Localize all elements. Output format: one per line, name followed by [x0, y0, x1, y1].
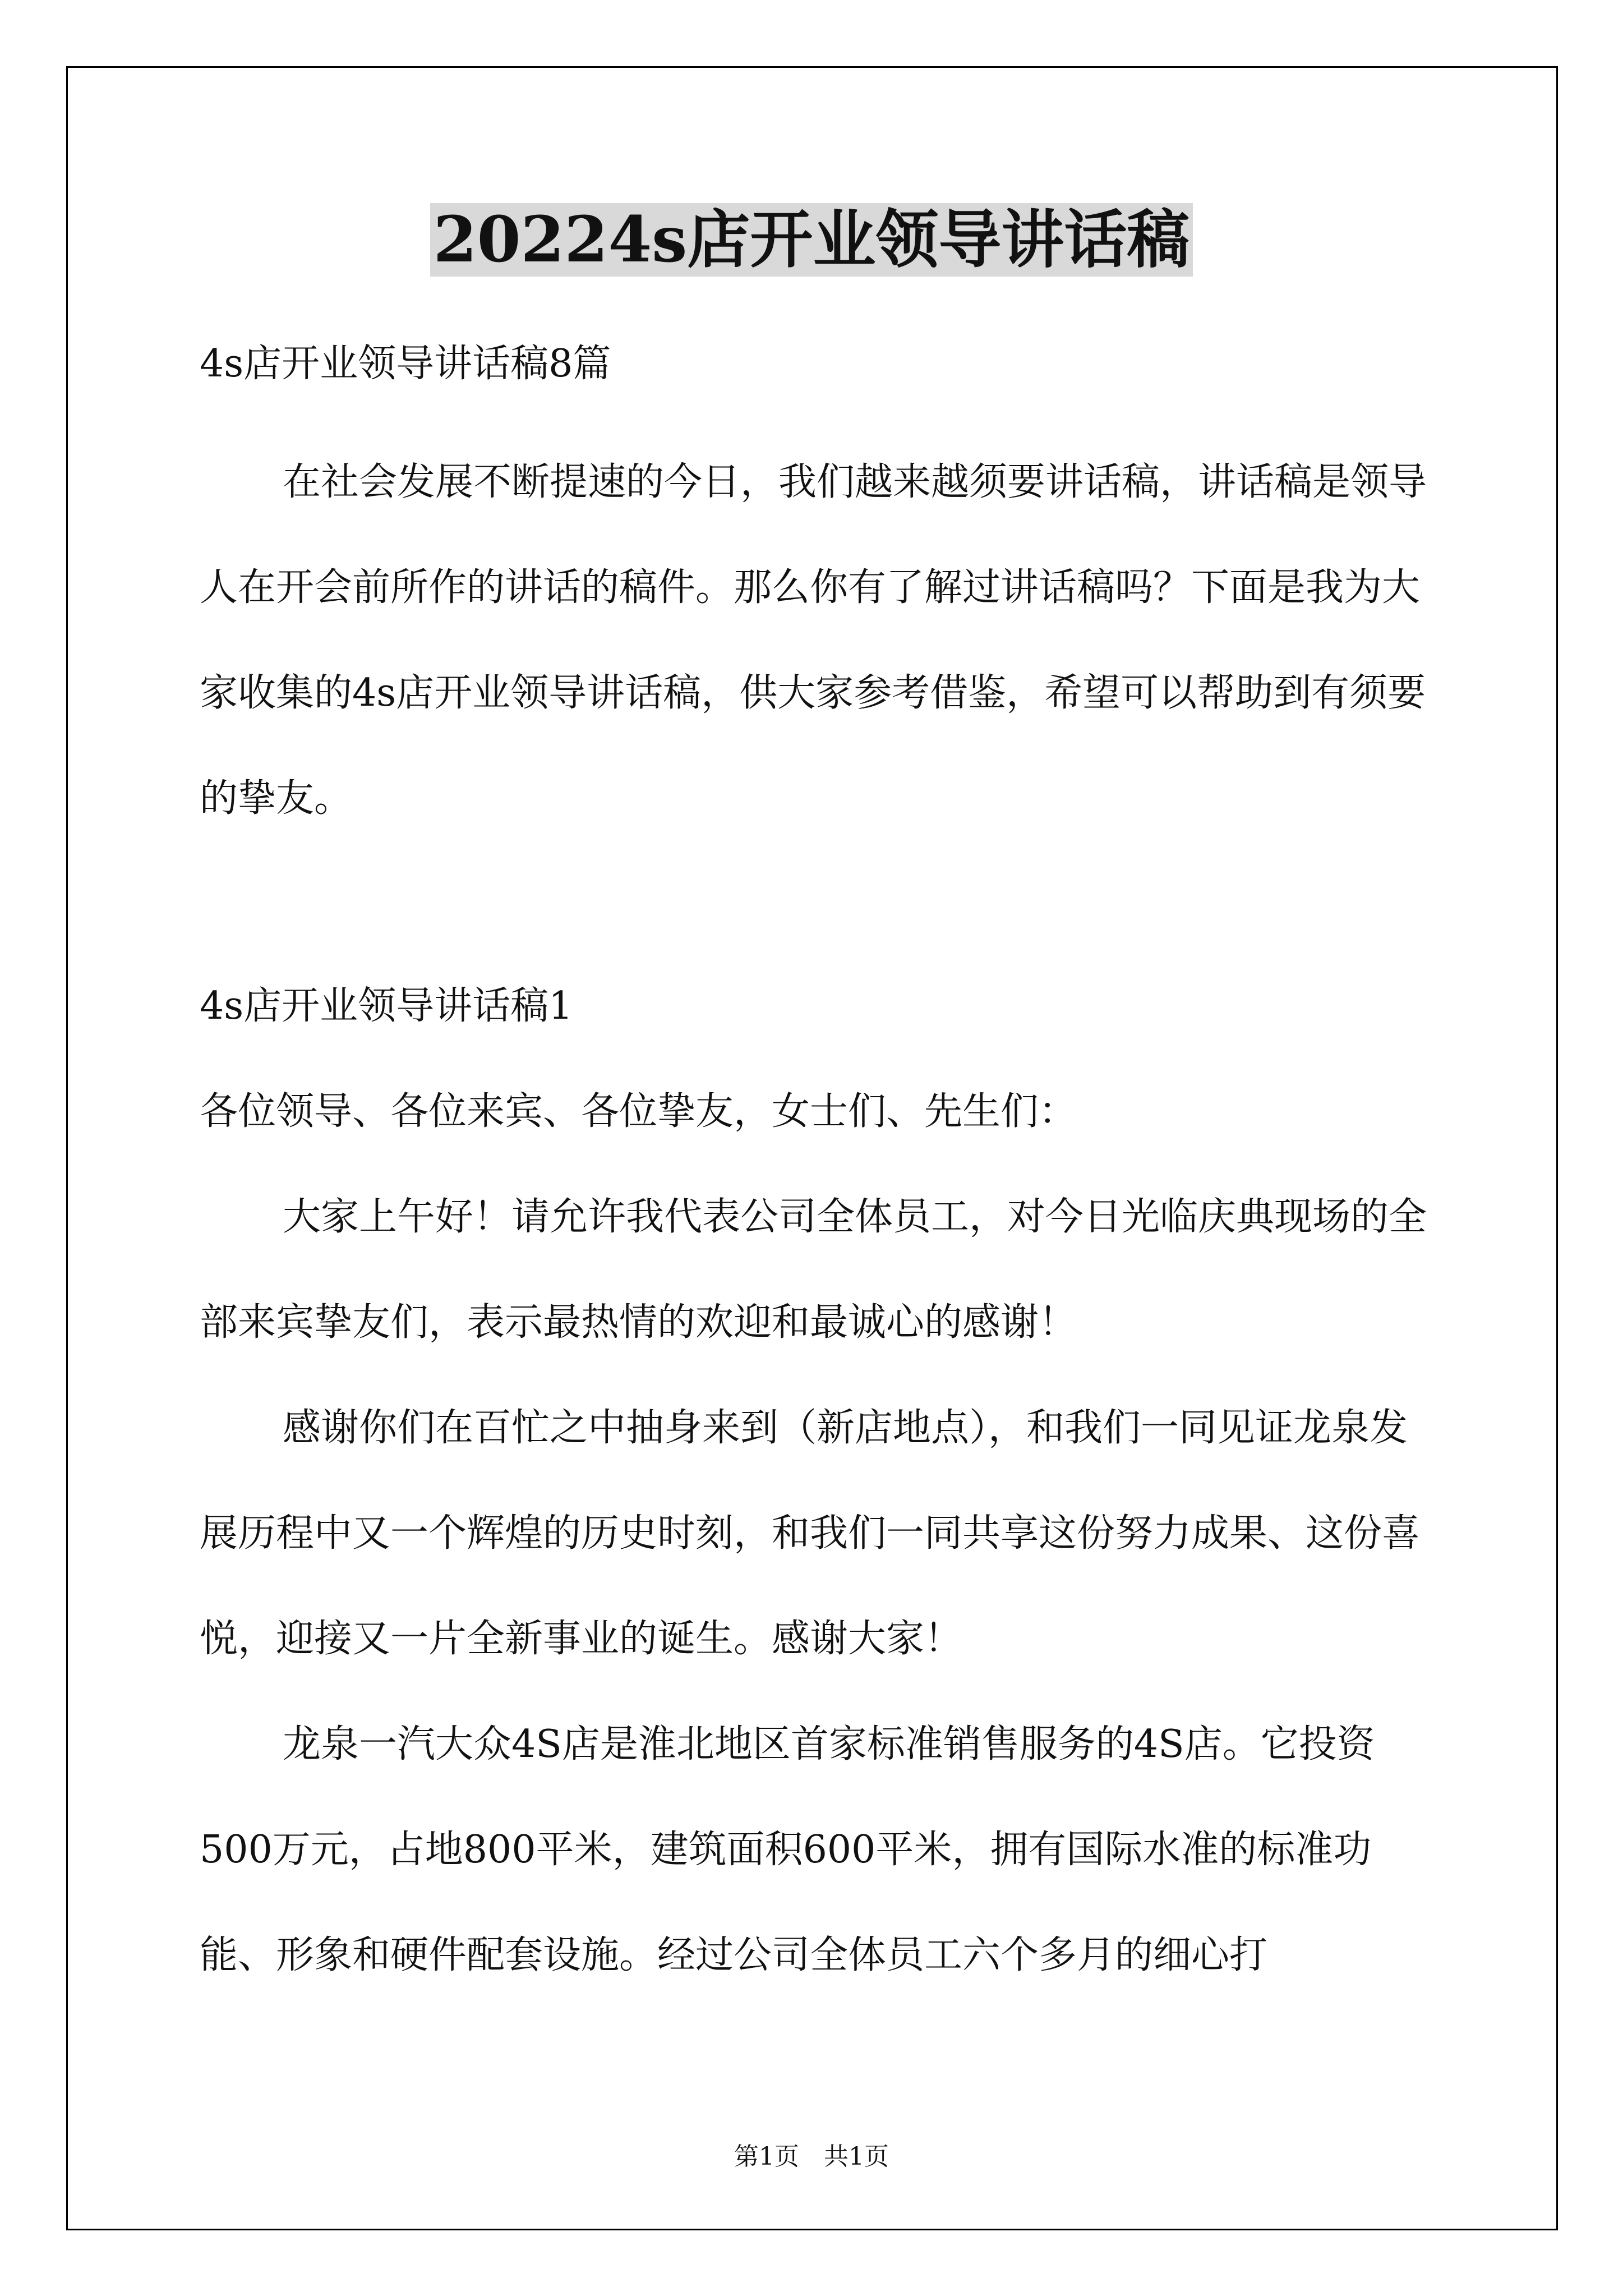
body-paragraph-2: 感谢你们在百忙之中抽身来到（新店地点），和我们一同见证龙泉发展历程中又一个辉煌的历史时刻，和我们一同共享这份努力成果、这份喜悦，迎接又一片全新事业的诞生。感谢大家！: [200, 1406, 1421, 1661]
document-subtitle: 4s店开业领导讲话稿8篇: [200, 342, 611, 386]
document-title: [0, 201, 1623, 279]
document-title-text: 20224s店开业领导讲话稿: [430, 203, 1193, 277]
page-footer: 第1页 共1页: [734, 2142, 889, 2171]
section-heading: 4s店开业领导讲话稿1: [200, 984, 573, 1028]
body-paragraph-1: 大家上午好！请允许我代表公司全体员工，对今日光临庆典现场的全部来宾挚友们，表示最热情的欢迎和最诚心的感谢！: [200, 1195, 1427, 1345]
body-paragraph-3: 龙泉一汽大众4S店是淮北地区首家标准销售服务的4S店。它投资500万元，占地800平米，建筑面积600平米，拥有国际水准的标准功能、形象和硬件配套设施。经过公司全体员工六个多月的细心打: [200, 1722, 1375, 1977]
greeting-line: 各位领导、各位来宾、各位挚友，女士们、先生们：: [200, 1089, 1077, 1134]
intro-paragraph: 在社会发展不断提速的今日，我们越来越须要讲话稿，讲话稿是领导人在开会前所作的讲话的稿件。那么你有了解过讲话稿吗？下面是我为大家收集的4s店开业领导讲话稿，供大家参考借鉴，希望可以帮助到有须要的挚友。: [200, 460, 1427, 821]
